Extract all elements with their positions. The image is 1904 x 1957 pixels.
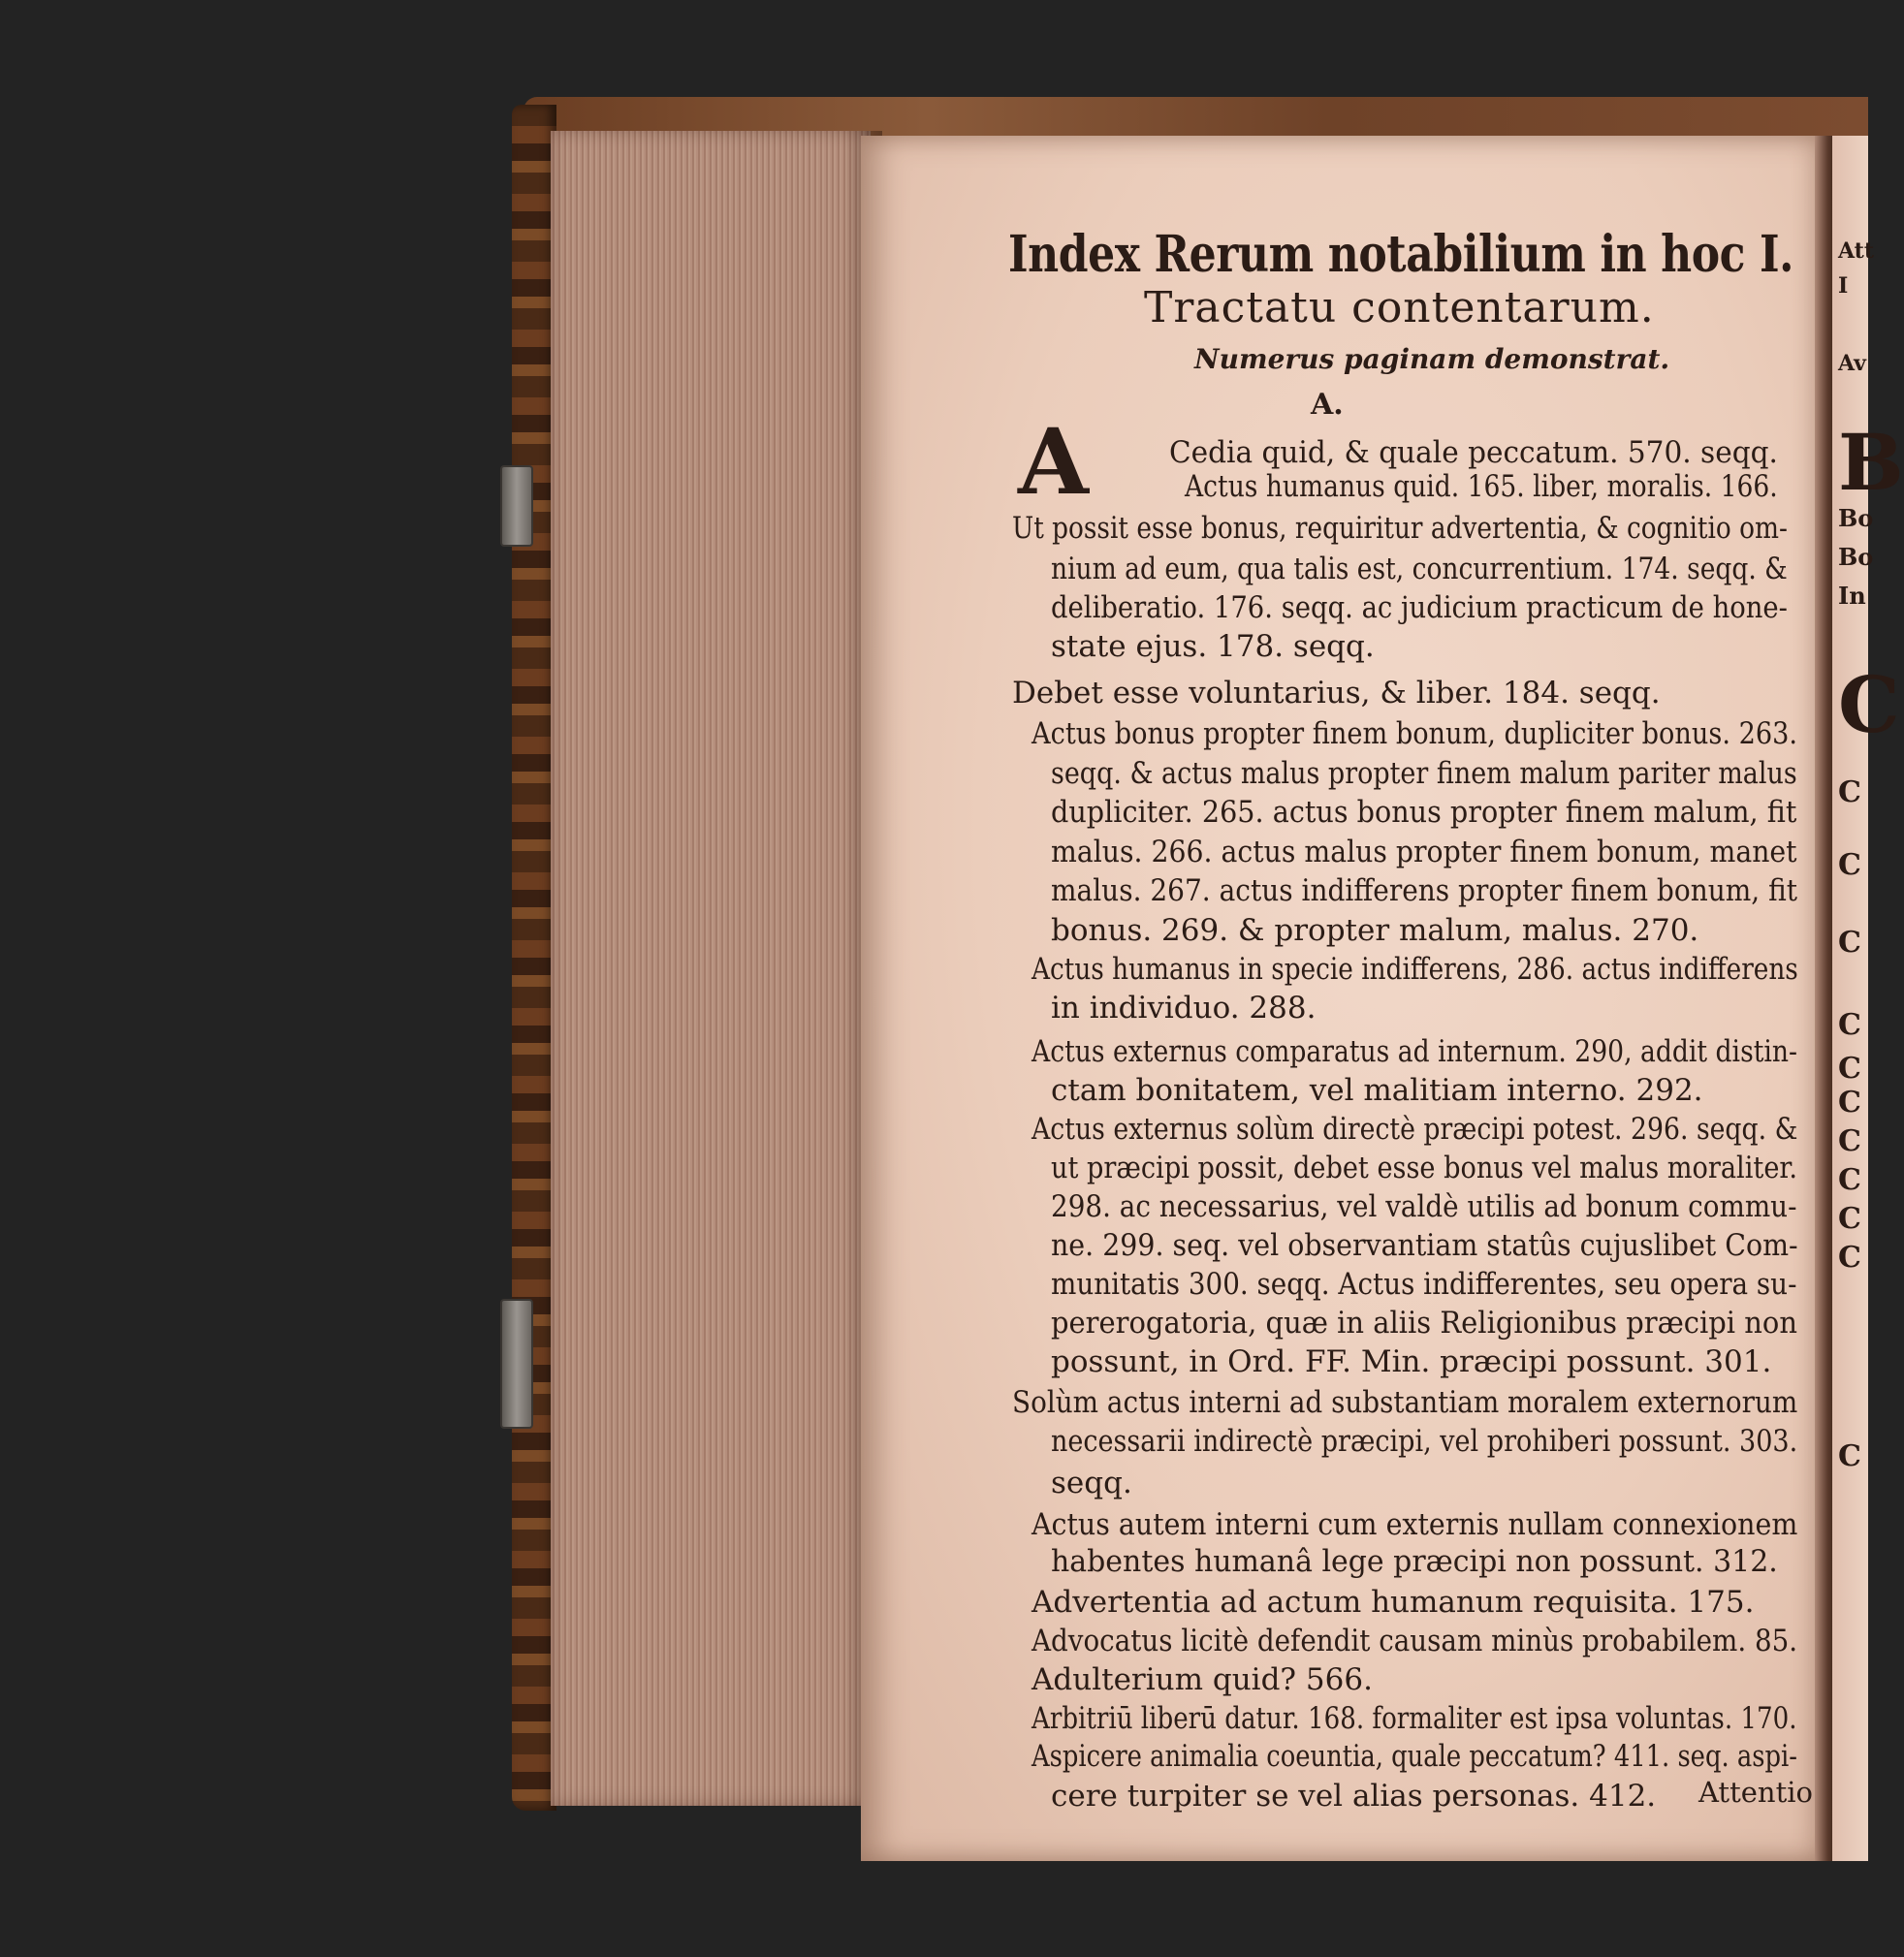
index-entry-line: ut præcipi possit, debet esse bonus vel malus moraliter. [1051, 1151, 1798, 1185]
index-entry-line: Actus humanus quid. 165. liber, moralis. 166. [1185, 469, 1778, 504]
index-entry-line: Advertentia ad actum humanum requisita. 175. [1031, 1585, 1755, 1620]
index-entry-line: state ejus. 178. seqq. [1051, 629, 1375, 664]
next-page-letter: Av [1838, 351, 1866, 376]
next-page-letter: C [1838, 1086, 1861, 1120]
page-edges [551, 131, 871, 1806]
index-entry-line: seqq. & actus malus propter finem malum pariter malus [1051, 756, 1797, 791]
next-page-letter: Bo [1838, 504, 1874, 532]
next-page-letter: In [1838, 582, 1866, 610]
next-page-letter: C [1838, 926, 1861, 960]
index-entry-line: dupliciter. 265. actus bonus propter finem malum, fit [1051, 795, 1797, 830]
catchword: Attentio [1698, 1776, 1813, 1809]
index-entry-line: necessarii indirectè præcipi, vel prohiberi possunt. 303. [1051, 1424, 1798, 1459]
next-page-letter: Bo [1838, 543, 1874, 571]
next-page-letter: C [1838, 1439, 1861, 1473]
letter-heading: A. [1311, 388, 1344, 422]
index-entry-line: munitatis 300. seqq. Actus indifferentes, seu opera su- [1051, 1267, 1797, 1302]
index-entry-line: 298. ac necessarius, vel valdè utilis ad bonum commu- [1051, 1189, 1797, 1224]
page-note: Numerus paginam demonstrat. [1194, 343, 1670, 375]
drop-cap: A [1018, 409, 1089, 516]
next-page-letter: C [1838, 1124, 1861, 1158]
index-entry-line: ctam bonitatem, vel malitiam interno. 292. [1051, 1073, 1703, 1108]
page-title: Index Rerum notabilium in hoc I. [1008, 225, 1794, 284]
index-entry-line: ne. 299. seq. vel observantiam statûs cujuslibet Com- [1051, 1228, 1798, 1263]
index-entry-line: Solùm actus interni ad substantiam moralem externorum [1012, 1385, 1798, 1420]
index-entry-line: habentes humanâ lege præcipi non possunt. 312. [1051, 1544, 1778, 1579]
index-entry-line: bonus. 269. & propter malum, malus. 270. [1051, 913, 1699, 948]
next-page-letter: C [1838, 659, 1900, 750]
page-subtitle: Tractatu contentarum. [1144, 283, 1655, 332]
index-entry-line: Arbitriū liberū datur. 168. formaliter est ipsa voluntas. 170. [1031, 1701, 1797, 1736]
index-entry-line: Ut possit esse bonus, requiritur advertentia, & cognitio om- [1012, 511, 1788, 546]
index-entry-line: Actus autem interni cum externis nullam connexionem [1031, 1507, 1798, 1542]
index-entry-line: malus. 267. actus indifferens propter finem bonum, fit [1051, 873, 1798, 908]
next-page-letter: C [1838, 1052, 1861, 1086]
index-entry-line: cere turpiter se vel alias personas. 412. [1051, 1779, 1657, 1814]
index-entry-line: Advocatus licitè defendit causam minùs probabilem. 85. [1031, 1624, 1798, 1658]
clasp-upper [500, 465, 533, 547]
index-entry-line: nium ad eum, qua talis est, concurrentium. 174. seqq. & [1051, 552, 1788, 586]
next-page-letter: C [1838, 1008, 1861, 1042]
next-page-letter: C [1838, 1202, 1861, 1236]
index-entry-line: Actus bonus propter finem bonum, dupliciter bonus. 263. [1031, 716, 1798, 751]
index-entry-line: Actus externus comparatus ad internum. 290, addit distin- [1031, 1034, 1798, 1069]
next-page-letter: Att [1838, 238, 1875, 264]
next-page-edge [1832, 136, 1904, 1861]
index-entry-line: Aspicere animalia coeuntia, quale peccatum? 411. seq. aspi- [1031, 1739, 1797, 1774]
index-entry-line: Cedia quid, & quale peccatum. 570. seqq. [1169, 435, 1778, 470]
index-entry-line: Actus externus solùm directè præcipi potest. 296. seqq. & [1031, 1112, 1798, 1147]
next-page-letter: C [1838, 848, 1861, 882]
next-page-letter: C [1838, 1163, 1861, 1197]
index-entry-line: seqq. [1051, 1466, 1132, 1500]
index-entry-line: Adulterium quid? 566. [1031, 1662, 1373, 1697]
index-entry-line: Debet esse voluntarius, & liber. 184. seqq. [1012, 676, 1661, 710]
next-page-letter: C [1838, 1241, 1861, 1275]
next-page-letter: B [1838, 417, 1904, 508]
index-entry-line: in individuo. 288. [1051, 991, 1317, 1026]
index-entry-line: malus. 266. actus malus propter finem bonum, manet [1051, 835, 1797, 869]
index-entry-line: Actus humanus in specie indifferens, 286. actus indifferens [1031, 952, 1798, 987]
index-entry-line: possunt, in Ord. FF. Min. præcipi possunt. 301. [1051, 1344, 1772, 1379]
clasp-lower [500, 1299, 533, 1429]
next-page-letter: I [1838, 273, 1849, 299]
index-entry-line: pererogatoria, quæ in aliis Religionibus præcipi non [1051, 1306, 1797, 1341]
index-entry-line: deliberatio. 176. seqq. ac judicium practicum de hone- [1051, 590, 1788, 625]
next-page-letter: C [1838, 775, 1861, 809]
